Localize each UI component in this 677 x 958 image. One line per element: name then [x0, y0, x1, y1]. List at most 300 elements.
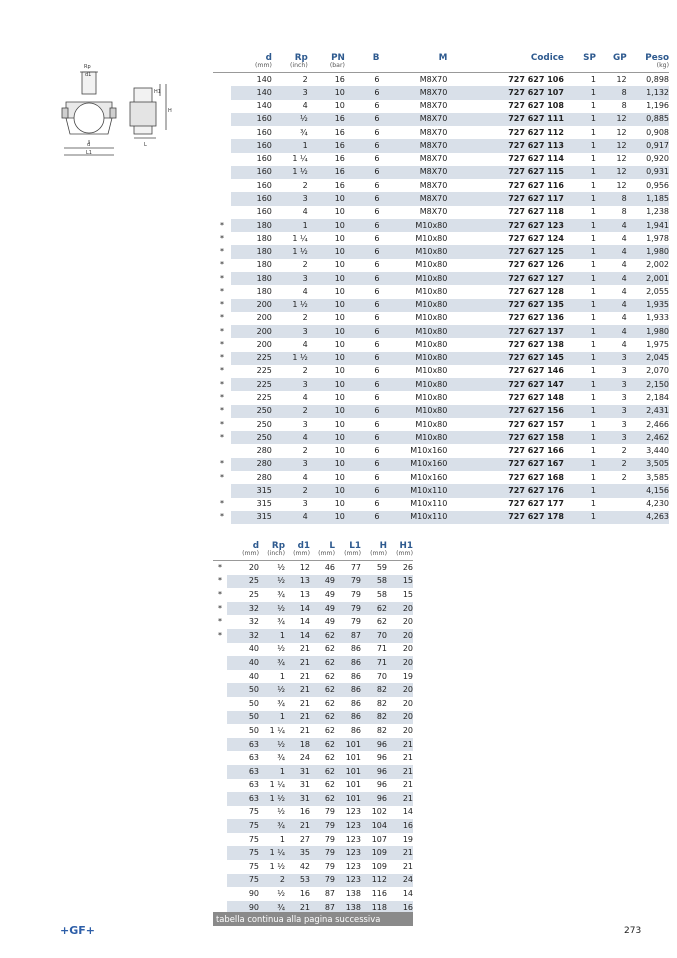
table-cell: 4 [596, 325, 627, 338]
table-cell: 21 [402, 861, 413, 871]
table-cell: 101 [335, 765, 361, 779]
table-cell: 1 [564, 484, 596, 497]
table-cell: 6 [374, 127, 380, 137]
table-cell: 180 [231, 272, 272, 285]
continue-note: tabella continua alla pagina successiva [213, 912, 413, 926]
table-row [213, 325, 669, 338]
table-row [213, 232, 669, 245]
table-cell: 82 [361, 711, 387, 725]
table-cell: 160 [256, 180, 272, 190]
table-cell: 200 [256, 339, 272, 349]
table-cell: 25 [248, 589, 259, 599]
note-marker [213, 139, 231, 152]
table-cell: 2 [621, 472, 627, 482]
table-cell: 6 [345, 511, 380, 524]
unit-d: (mm) [227, 551, 259, 561]
table-cell: 79 [350, 617, 361, 627]
table-cell: 2,466 [646, 419, 669, 429]
note-marker: * [213, 299, 231, 312]
table-cell: 727 627 124 [508, 233, 564, 243]
table-row [213, 724, 413, 738]
table-cell: 1 [590, 419, 596, 429]
table-cell: 16 [334, 154, 345, 164]
table-cell: 2,431 [627, 405, 669, 418]
table-cell: 13 [299, 589, 310, 599]
table-cell: 2,045 [627, 352, 669, 365]
table-cell: 86 [335, 683, 361, 697]
table-cell: 4 [302, 101, 308, 111]
table-cell: ¾ [259, 901, 285, 915]
table-cell: M10x80 [379, 405, 447, 418]
table-cell: 79 [324, 834, 335, 844]
table-cell: 20 [402, 725, 413, 735]
table-cell: 12 [596, 113, 627, 126]
table-cell: 1,196 [646, 101, 669, 111]
table-cell: 200 [231, 299, 272, 312]
table-cell: 32 [227, 629, 259, 643]
table-cell: 19 [402, 834, 413, 844]
table-cell: 727 627 148 [508, 393, 564, 402]
header-rp: Rp [294, 53, 308, 64]
table-cell: M10x160 [410, 472, 448, 482]
table-cell: 75 [227, 874, 259, 888]
table-cell: 49 [324, 617, 335, 627]
table-cell: 16 [308, 139, 345, 152]
table-cell: 1 ½ [272, 245, 308, 258]
table-cell: 225 [231, 352, 272, 365]
table-cell: 6 [374, 446, 380, 456]
table-cell: 1 ½ [272, 166, 308, 179]
table-cell: 63 [227, 792, 259, 806]
table-cell: 1 [590, 180, 596, 190]
table-cell: M10x80 [415, 393, 448, 402]
table-row [213, 575, 413, 589]
table-cell: M10x80 [379, 299, 447, 312]
table-cell: 3 [302, 419, 308, 429]
table-cell: 6 [374, 366, 380, 376]
table-cell: 6 [374, 180, 380, 190]
table1-header-row [213, 51, 669, 63]
table-cell: 12 [616, 74, 627, 84]
table-cell: 180 [256, 260, 272, 270]
table-cell: 1,980 [627, 325, 669, 338]
table-cell: M8X70 [379, 139, 447, 152]
table-cell: 8 [621, 207, 627, 217]
table-cell: 4,230 [646, 499, 669, 509]
table-row [213, 615, 413, 629]
note-marker [213, 86, 231, 99]
table-cell: 50 [248, 698, 259, 708]
table-cell: 200 [256, 313, 272, 323]
table-cell: 1 ¼ [292, 154, 308, 164]
note-marker [213, 73, 231, 87]
table-cell: M10x160 [410, 446, 448, 456]
table-cell: 1 [259, 629, 285, 643]
unit-l1: (mm) [335, 551, 361, 561]
table-cell: 107 [371, 834, 387, 844]
table-cell: 14 [285, 629, 310, 643]
table-cell: 62 [376, 617, 387, 627]
table-cell: 10 [334, 260, 345, 270]
table-cell: ¾ [259, 656, 285, 670]
table-row [213, 153, 669, 166]
table-row [213, 245, 669, 258]
table-cell: ½ [272, 113, 308, 126]
table-cell: 4,156 [627, 484, 669, 497]
table-cell: ½ [277, 644, 285, 654]
table-cell: 96 [361, 765, 387, 779]
table-cell: 21 [387, 846, 413, 860]
table-cell: 63 [248, 753, 259, 763]
table-cell: 727 627 126 [508, 260, 564, 270]
table-cell: 6 [345, 405, 380, 418]
note-marker [213, 113, 231, 126]
table-cell: 1 [590, 74, 596, 84]
table-cell: 82 [361, 683, 387, 697]
table-cell: 727 627 146 [508, 366, 564, 376]
table-row [213, 192, 669, 205]
table-cell: 96 [376, 780, 387, 790]
table-cell: M10x80 [379, 325, 447, 338]
table-cell: 727 627 117 [447, 192, 564, 205]
table-cell: 19 [402, 671, 413, 681]
note-marker [213, 697, 227, 711]
table-cell: 4 [302, 393, 308, 402]
table-cell: M10x80 [379, 272, 447, 285]
table-cell: M8X70 [419, 127, 448, 137]
table-cell: 2 [302, 260, 308, 270]
table-row [213, 126, 669, 139]
table-cell: 63 [248, 780, 259, 790]
table-cell: 1 [564, 431, 596, 444]
table-cell: 75 [227, 846, 259, 860]
note-marker: * [213, 602, 227, 616]
table-cell: 1 [279, 671, 285, 681]
table-cell: 8 [621, 101, 627, 111]
table-cell: 727 627 123 [447, 219, 564, 232]
table-cell: 1 [590, 286, 596, 296]
table-row [213, 431, 669, 444]
table-cell: 102 [371, 807, 387, 817]
table-cell: 1 ¼ [259, 846, 285, 860]
table-cell: 6 [374, 101, 380, 111]
table-cell: 2 [272, 484, 308, 497]
table-cell: 86 [335, 656, 361, 670]
table-row [213, 751, 413, 765]
table-row [213, 833, 413, 847]
table-cell: 40 [248, 644, 259, 654]
table-cell: 10 [308, 272, 345, 285]
table-cell: 62 [324, 753, 335, 763]
table-cell: 79 [324, 861, 335, 871]
table-cell: 21 [285, 656, 310, 670]
table-row [213, 806, 413, 820]
note-marker [213, 643, 227, 657]
table-cell: M8X70 [379, 166, 447, 179]
table-cell: M10x80 [415, 419, 448, 429]
table-cell: 727 627 176 [447, 484, 564, 497]
table-cell: 21 [285, 683, 310, 697]
table-cell: 87 [310, 901, 335, 915]
table-row [213, 338, 669, 351]
table-cell: 727 627 127 [447, 272, 564, 285]
note-marker: * [213, 259, 231, 272]
table-cell: 1 [590, 366, 596, 376]
table-cell: M8X70 [419, 207, 448, 217]
table-cell: 4 [621, 260, 627, 270]
table-cell: 1,975 [646, 339, 669, 349]
table-cell: M8X70 [419, 74, 448, 84]
table-cell: 1 [564, 139, 596, 152]
table-cell: 1,185 [627, 192, 669, 205]
table-cell: 225 [256, 366, 272, 376]
h1-label: H1 [154, 89, 161, 95]
table-row [213, 697, 413, 711]
header-l1: L1 [349, 541, 361, 552]
table-cell: 10 [308, 325, 345, 338]
table-cell: 24 [299, 753, 310, 763]
table-cell: 10 [308, 484, 345, 497]
table-cell: 140 [256, 101, 272, 111]
table-cell: 79 [335, 602, 361, 616]
note-marker: * [213, 245, 231, 258]
table-cell: 1 [564, 245, 596, 258]
table-cell: ½ [259, 602, 285, 616]
table-cell: 3,585 [646, 472, 669, 482]
h-label: H [168, 108, 172, 114]
table-cell: 0,931 [627, 166, 669, 179]
table-cell: 3 [596, 352, 627, 365]
table-cell: ½ [259, 738, 285, 752]
note-marker [213, 819, 227, 833]
table-cell: 727 627 128 [508, 286, 564, 296]
table-cell: 2 [302, 180, 308, 190]
unit-d1: (mm) [285, 551, 310, 561]
table-row [213, 312, 669, 325]
table-cell: 10 [308, 511, 345, 524]
table-cell: M10x80 [415, 366, 448, 376]
table-cell: 1 ¼ [292, 233, 308, 243]
table-cell: 0,956 [646, 180, 669, 190]
header-gp: GP [612, 53, 627, 64]
table-cell: M10x80 [415, 339, 448, 349]
table-cell: 3 [272, 325, 308, 338]
note-marker: * [213, 285, 231, 298]
table-cell: 315 [231, 511, 272, 524]
unit-pn: (bar) [308, 63, 345, 73]
table-row [213, 272, 669, 285]
table-cell: 3 [272, 272, 308, 285]
table-cell: 200 [231, 325, 272, 338]
table-cell: 727 627 156 [447, 405, 564, 418]
table-row [213, 405, 669, 418]
table-row [213, 683, 413, 697]
table-cell: 4 [272, 431, 308, 444]
table-cell: 79 [350, 589, 361, 599]
table-cell: 31 [299, 780, 310, 790]
table-cell: M10x80 [379, 378, 447, 391]
note-marker [213, 444, 231, 457]
table-cell: 10 [308, 458, 345, 471]
table-cell: 75 [248, 861, 259, 871]
table-cell: 0,908 [646, 127, 669, 137]
table-cell: 4 [596, 245, 627, 258]
table-row [213, 860, 413, 874]
table-row [213, 561, 413, 575]
table-cell: 42 [299, 861, 310, 871]
table-cell: 123 [345, 834, 361, 844]
table-cell: 4 [302, 472, 308, 482]
note-marker: * [213, 615, 227, 629]
table-cell: 4 [596, 299, 627, 312]
table-cell: 727 627 158 [447, 431, 564, 444]
table-cell: 4 [302, 286, 308, 296]
table-cell: 21 [285, 819, 310, 833]
table-cell: 2,070 [646, 366, 669, 376]
table-cell: 49 [310, 602, 335, 616]
table-cell: 10 [308, 405, 345, 418]
table-cell: 16 [387, 901, 413, 915]
table-row [213, 86, 669, 99]
table-cell: 50 [227, 683, 259, 697]
table-cell: 0,920 [646, 154, 669, 164]
table-cell: 6 [374, 339, 380, 349]
table-cell: 10 [308, 431, 345, 444]
table-cell: 49 [310, 575, 335, 589]
table-cell: 21 [387, 792, 413, 806]
table-cell: 1 ¼ [269, 780, 285, 790]
table-cell [596, 484, 627, 497]
table-row [213, 498, 669, 511]
table-cell: 280 [231, 458, 272, 471]
table-cell: 6 [345, 166, 380, 179]
unit-l: (mm) [310, 551, 335, 561]
table-cell: 63 [227, 765, 259, 779]
table-cell: 6 [345, 219, 380, 232]
table-row [213, 874, 413, 888]
table-cell: 31 [285, 765, 310, 779]
table-cell: 27 [299, 834, 310, 844]
table-cell: 4 [596, 219, 627, 232]
table-cell: 2,001 [627, 272, 669, 285]
table-cell: 62 [310, 629, 335, 643]
table-cell: 727 627 107 [447, 86, 564, 99]
table-cell: 160 [231, 113, 272, 126]
table-cell: 12 [616, 180, 627, 190]
unit-gp [596, 63, 627, 73]
table-cell: M8X70 [379, 86, 447, 99]
note-marker [213, 779, 227, 793]
table-cell: 6 [345, 139, 380, 152]
table-row [213, 418, 669, 431]
table-cell: 1 [590, 446, 596, 456]
table-cell: 2,055 [646, 286, 669, 296]
table-cell: 8 [596, 86, 627, 99]
table-cell: 77 [350, 562, 361, 572]
table-cell: ¾ [277, 617, 285, 627]
table-cell: 62 [310, 711, 335, 725]
table-row [213, 484, 669, 497]
table-cell: 180 [231, 219, 272, 232]
table-cell: 2 [596, 458, 627, 471]
table-cell: 1 ½ [259, 792, 285, 806]
table-cell: 123 [345, 861, 361, 871]
table-cell: 6 [374, 286, 380, 296]
table-cell: 280 [256, 446, 272, 456]
table-cell: M10x110 [410, 499, 448, 509]
d-label: d [87, 142, 91, 148]
table-cell: 727 627 108 [508, 101, 564, 111]
table-cell: 727 627 118 [508, 207, 564, 217]
table-cell: 71 [361, 656, 387, 670]
note-marker: * [213, 588, 227, 602]
table-cell: 10 [334, 366, 345, 376]
table-cell: 6 [345, 272, 380, 285]
table-cell: 10 [334, 419, 345, 429]
table-cell: 21 [299, 671, 310, 681]
table-cell: 14 [299, 617, 310, 627]
table-cell: 62 [324, 725, 335, 735]
table-cell: 1,933 [646, 313, 669, 323]
table-cell: 225 [231, 378, 272, 391]
note-marker [213, 484, 231, 497]
table-cell: 1 [564, 378, 596, 391]
header-d: d [265, 53, 272, 64]
table-cell: 62 [324, 780, 335, 790]
unit-b [345, 63, 380, 73]
table-cell: 1,238 [646, 207, 669, 217]
table-cell: 0,885 [627, 113, 669, 126]
header-codice: Codice [530, 53, 564, 64]
note-marker [213, 670, 227, 684]
table-cell: 2 [302, 366, 308, 376]
table-cell: 727 627 113 [447, 139, 564, 152]
header-sp: SP [583, 53, 596, 64]
table-cell: 180 [256, 286, 272, 296]
table-row [213, 259, 669, 272]
table-cell: M10x80 [379, 219, 447, 232]
table-cell: 727 627 112 [508, 127, 564, 137]
table-cell: 21 [402, 780, 413, 790]
note-marker [213, 792, 227, 806]
table-cell: 6 [345, 431, 380, 444]
table-cell: 6 [374, 393, 380, 402]
table-cell: 1,941 [627, 219, 669, 232]
table-cell: M10x160 [379, 458, 447, 471]
table-cell: 727 627 137 [447, 325, 564, 338]
table-cell: 1 [590, 499, 596, 509]
table-cell: 10 [334, 499, 345, 509]
table-cell: 118 [361, 901, 387, 915]
table-cell: 3 [621, 366, 627, 376]
table-row [213, 100, 669, 113]
table-cell: 109 [371, 861, 387, 871]
table-cell: 20 [387, 656, 413, 670]
note-marker [213, 179, 231, 192]
table-cell: 75 [248, 834, 259, 844]
table-cell: M10x80 [379, 431, 447, 444]
table-cell: 79 [310, 846, 335, 860]
table-cell: 6 [345, 484, 380, 497]
table-cell: M10x80 [415, 286, 448, 296]
table-cell: 16 [334, 127, 345, 137]
unit-h: (mm) [361, 551, 387, 561]
table-cell: ½ [259, 683, 285, 697]
table-cell: 21 [402, 753, 413, 763]
table-cell: 727 627 177 [508, 499, 564, 509]
table-cell: 10 [308, 378, 345, 391]
header-b: B [372, 53, 380, 64]
